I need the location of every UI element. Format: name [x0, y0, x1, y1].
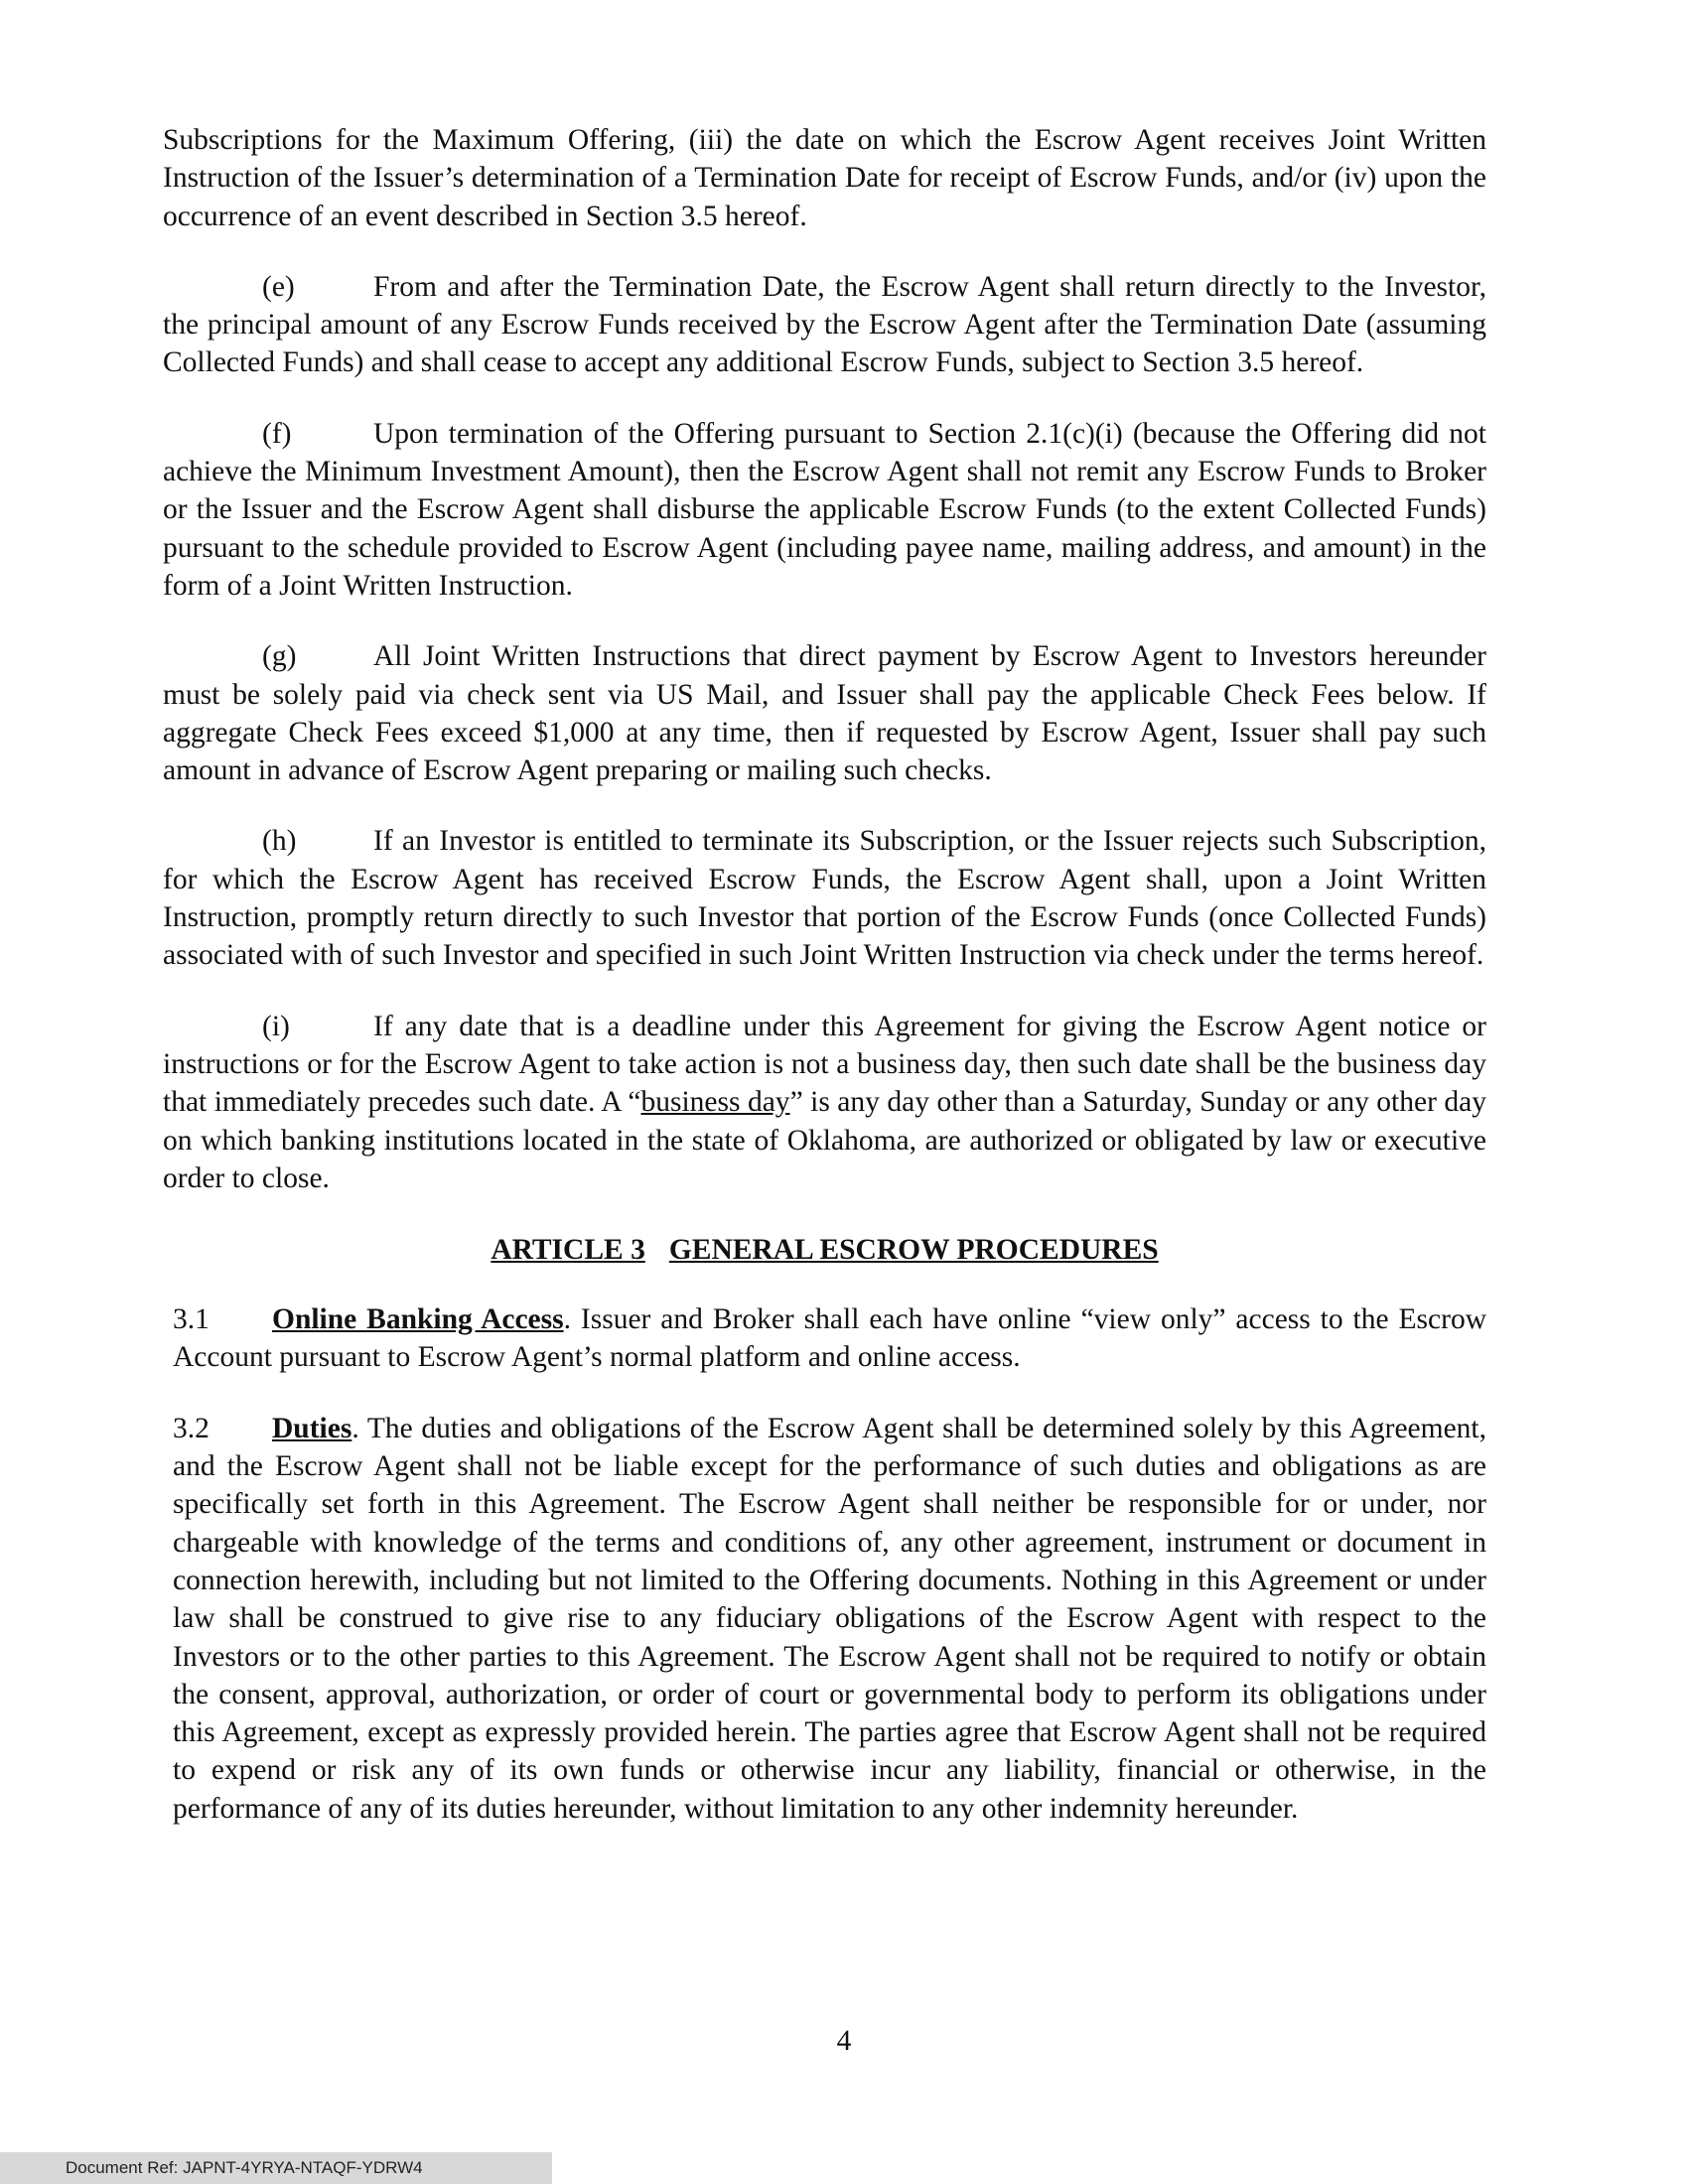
- intro-paragraph: Subscriptions for the Maximum Offering, (iii) the date on which the Escrow Agent receives Joint Written Instruction of the Issuer’s determination of a Termination Date for receipt of Escrow Funds, and/or (iv) upon the occurrence of an event described in Section 3.5 hereof.: [163, 124, 1486, 232]
- section-3-1-text: . Issuer and Broker shall each have online “view only” access to the Escrow Account pursuant to Escrow Agent’s normal platform and online access.: [173, 1303, 1486, 1374]
- article-number: ARTICLE 3: [491, 1234, 645, 1267]
- paragraph-h: [163, 822, 1486, 974]
- paragraph-i-text-before: If any date that is a deadline under this Agreement for giving the Escrow Agent notice or instructions or for the Escrow Agent to take action is not a business day, then such date shall be the business day that immediately precedes such date. A “: [163, 1010, 1486, 1119]
- paragraph-f-label: (f): [262, 417, 292, 450]
- section-3-2-number: 3.2: [173, 1412, 210, 1444]
- paragraph-i-text-after: ” is any day other than a Saturday, Sunday or any other day on which banking institutions located in the state of Oklahoma, are authorized or obligated by law or executive order to close.: [163, 1086, 1486, 1194]
- paragraph-i-label: (i): [262, 1010, 290, 1042]
- paragraph-g: [163, 637, 1486, 789]
- section-3-2-text: . The duties and obligations of the Escrow Agent shall be determined solely by this Agreement, and the Escrow Agent shall not be liable except for the performance of such duties and obligations as are specifically set forth in this Agreement. The Escrow Agent shall neither be responsible for or under, nor chargeable with knowledge of the terms and conditions of, any other agreement, instrument or document in connection herewith, including but not limited to the Offering documents. Nothing in this Agreement or under law shall be construed to give rise to any fiduciary obligations of the Escrow Agent with respect to the Investors or to the other parties to this Agreement. The Escrow Agent shall not be required to notify or obtain the consent, approval, authorization, or order of court or governmental body to perform its obligations under this Agreement, except as expressly provided herein. The parties agree that Escrow Agent shall not be required to expend or risk any of its own funds or otherwise incur any liability, financial or otherwise, in the performance of any of its duties hereunder, without limitation to any other indemnity hereunder.: [173, 1412, 1486, 1825]
- paragraph-e-text: From and after the Termination Date, the Escrow Agent shall return directly to the Investor, the principal amount of any Escrow Funds received by the Escrow Agent after the Termination Date (assuming Collected Funds) and shall cease to accept any additional Escrow Funds, subject to Section 3.5 hereof.: [163, 270, 1486, 379]
- section-3-2-title: Duties: [272, 1412, 352, 1444]
- paragraph-h-text: If an Investor is entitled to terminate its Subscription, or the Issuer rejects such Subscription, for which the Escrow Agent has received Escrow Funds, the Escrow Agent shall, upon a Joint Written Instruction, promptly return directly to such Investor that portion of the Escrow Funds (once Collected Funds) associated with of such Investor and specified in such Joint Written Instruction via check under the terms hereof.: [163, 825, 1486, 972]
- paragraph-e-label: (e): [262, 270, 295, 303]
- defined-term-business-day: business day: [640, 1086, 790, 1119]
- article-heading: [163, 1231, 1486, 1269]
- paragraph-g-label: (g): [262, 640, 297, 673]
- document-page: [163, 121, 1486, 1828]
- article-title: GENERAL ESCROW PROCEDURES: [668, 1234, 1159, 1267]
- document-ref-footer: Document Ref: JAPNT-4YRYA-NTAQF-YDRW4: [0, 2152, 552, 2184]
- paragraph-f-text: Upon termination of the Offering pursuant to Section 2.1(c)(i) (because the Offering did not achieve the Minimum Investment Amount), then the Escrow Agent shall not remit any Escrow Funds to Broker or the Issuer and the Escrow Agent shall disburse the applicable Escrow Funds (to the extent Collected Funds) pursuant to the schedule provided to Escrow Agent (including payee name, mailing address, and amount) in the form of a Joint Written Instruction.: [163, 417, 1486, 602]
- section-3-2: [163, 1410, 1486, 1828]
- section-3-1-title: Online Banking Access: [272, 1303, 564, 1336]
- section-3-1: [163, 1300, 1486, 1377]
- paragraph-f: [163, 415, 1486, 605]
- paragraph-h-label: (h): [262, 825, 297, 858]
- paragraph-g-text: All Joint Written Instructions that direct payment by Escrow Agent to Investors hereunder must be solely paid via check sent via US Mail, and Issuer shall pay the applicable Check Fees below. If aggregate Check Fees exceed $1,000 at any time, then if requested by Escrow Agent, Issuer shall pay such amount in advance of Escrow Agent preparing or mailing such checks.: [163, 640, 1486, 787]
- section-3-1-number: 3.1: [173, 1303, 210, 1336]
- page-number: 4: [836, 2025, 852, 2057]
- paragraph-e: [163, 268, 1486, 382]
- paragraph-i: [163, 1008, 1486, 1197]
